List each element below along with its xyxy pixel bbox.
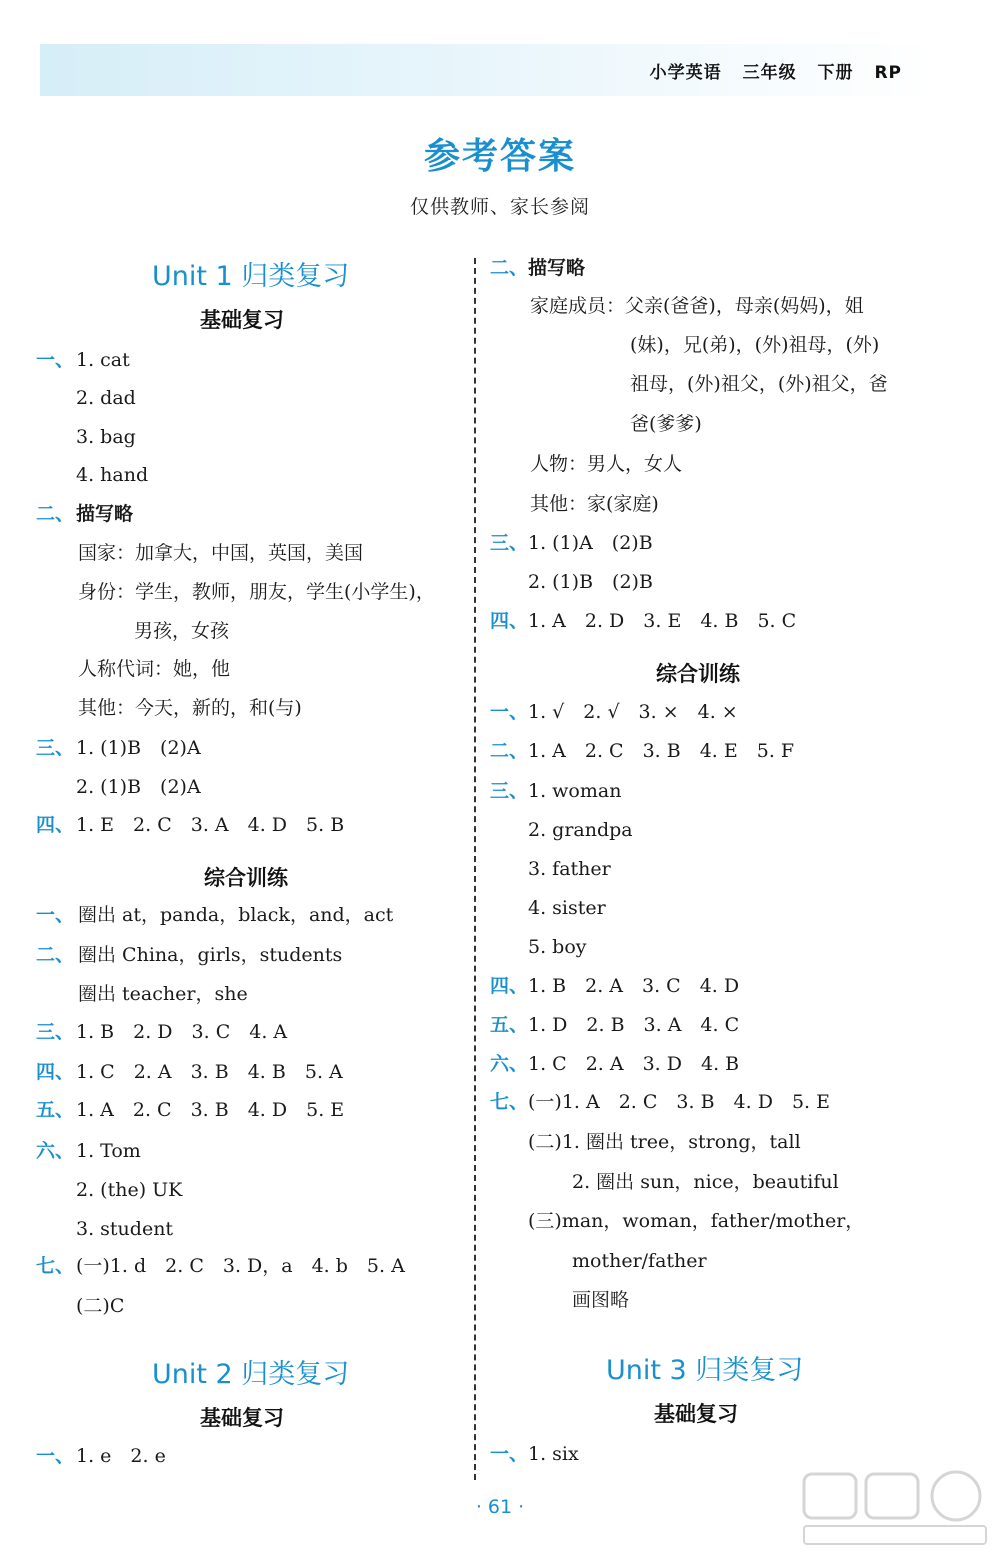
- comprehensive-training-heading: 综合训练: [656, 662, 740, 686]
- header-term: 下册: [817, 63, 854, 83]
- section-number: 七、: [36, 1255, 75, 1277]
- answer-line: 家庭成员：父亲(爸爸)，母亲(妈妈)，姐: [530, 295, 864, 317]
- answer-line: 爸(爹爹): [630, 413, 702, 435]
- section-number: 五、: [490, 1014, 529, 1036]
- answer-line: 1. C 2. A 3. D 4. B: [528, 1053, 740, 1075]
- section-number: 三、: [36, 1021, 75, 1043]
- basic-review-heading: 基础复习: [654, 1402, 738, 1426]
- answer-line: 1. cat: [76, 349, 130, 371]
- section-number: 一、: [490, 1443, 529, 1465]
- answer-line: 圈出 at，panda，black，and，act: [78, 904, 394, 926]
- answer-line: 1. e 2. e: [76, 1445, 166, 1467]
- answer-line: (二)1. 圈出 tree，strong，tall: [528, 1131, 801, 1153]
- answer-line: 男孩，女孩: [134, 620, 230, 642]
- answer-line: 其他：家(家庭): [530, 493, 659, 515]
- section-number: 五、: [36, 1099, 75, 1121]
- section-number: 三、: [36, 737, 75, 759]
- answer-line: mother/father: [572, 1250, 707, 1272]
- answer-line: 1. A 2. D 3. E 4. B 5. C: [528, 610, 797, 632]
- basic-review-heading: 基础复习: [200, 1406, 284, 1430]
- page-subtitle: 仅供教师、家长参阅: [409, 196, 590, 218]
- section-number: 四、: [36, 1061, 75, 1083]
- answer-line: 1. A 2. C 3. B 4. D 5. E: [76, 1099, 345, 1121]
- answer-line: 描写略: [528, 257, 586, 279]
- answer-line: 1. B 2. D 3. C 4. A: [76, 1021, 288, 1043]
- answer-line: 2. (the) UK: [76, 1179, 183, 1201]
- answer-line: 1. D 2. B 3. A 4. C: [528, 1014, 740, 1036]
- answer-line: 圈出 China，girls，students: [78, 944, 343, 966]
- answer-line: 祖母，(外)祖父，(外)祖父，爸: [630, 373, 888, 395]
- answer-line: 3. bag: [76, 426, 136, 448]
- page-title: 参考答案: [423, 136, 576, 177]
- header-subject: 小学英语: [649, 63, 722, 83]
- answer-line: 1. six: [528, 1443, 579, 1465]
- answer-line: 4. hand: [76, 464, 149, 486]
- basic-review-heading: 基础复习: [200, 308, 284, 332]
- answer-line: 圈出 teacher，she: [78, 983, 248, 1005]
- header-grade: 三年级: [742, 63, 797, 83]
- section-number: 二、: [36, 503, 75, 525]
- answer-line: 3. father: [528, 858, 611, 880]
- answer-line: 人物：男人，女人: [530, 453, 683, 475]
- answer-line: (二)C: [76, 1295, 125, 1317]
- answer-line: 人称代词：她，他: [78, 658, 231, 680]
- section-number: 三、: [490, 532, 529, 554]
- section-number: 一、: [36, 1445, 75, 1467]
- answer-line: 2. (1)B (2)A: [76, 776, 201, 798]
- header-info: [636, 58, 902, 83]
- header-edition: RP: [874, 63, 902, 83]
- answer-line: (三)man，woman，father/mother，: [528, 1210, 865, 1232]
- section-number: 六、: [490, 1053, 529, 1075]
- answer-line: 描写略: [76, 503, 134, 525]
- answer-line: 1. B 2. A 3. C 4. D: [528, 975, 740, 997]
- section-number: 一、: [490, 701, 529, 723]
- answer-line: (一)1. d 2. C 3. D，a 4. b 5. A: [76, 1255, 405, 1277]
- column-divider: [474, 258, 476, 1480]
- section-number: 六、: [36, 1140, 75, 1162]
- answer-line: 1. C 2. A 3. B 4. B 5. A: [76, 1061, 343, 1083]
- section-number: 三、: [490, 780, 529, 802]
- answer-line: 2. (1)B (2)B: [528, 571, 653, 593]
- answer-line: 身份：学生，教师，朋友，学生(小学生)，: [78, 581, 435, 603]
- answer-line: 4. sister: [528, 897, 606, 919]
- section-number: 一、: [36, 349, 75, 371]
- answer-line: 2. grandpa: [528, 819, 633, 841]
- watermark-logo-icon: [800, 1470, 990, 1548]
- section-number: 七、: [490, 1091, 529, 1113]
- answer-line: 其他：今天，新的，和(与): [78, 697, 302, 719]
- answer-line: 国家：加拿大，中国，英国，美国: [78, 542, 364, 564]
- comprehensive-training-heading: 综合训练: [204, 866, 288, 890]
- section-number: 二、: [36, 944, 75, 966]
- answer-line: 1. Tom: [76, 1140, 141, 1162]
- unit3-heading: Unit 3 归类复习: [606, 1355, 804, 1386]
- answer-line: (一)1. A 2. C 3. B 4. D 5. E: [528, 1091, 830, 1113]
- section-number: 四、: [490, 610, 529, 632]
- section-number: 二、: [490, 257, 529, 279]
- section-number: 一、: [36, 904, 75, 926]
- section-number: 二、: [490, 740, 529, 762]
- answer-line: 3. student: [76, 1218, 174, 1240]
- answer-line: 1. woman: [528, 780, 622, 802]
- answer-line: 1. E 2. C 3. A 4. D 5. B: [76, 814, 345, 836]
- unit2-heading: Unit 2 归类复习: [152, 1359, 350, 1390]
- answer-line: 5. boy: [528, 936, 587, 958]
- unit1-heading: Unit 1 归类复习: [152, 261, 350, 292]
- answer-line: 1. (1)A (2)B: [528, 532, 653, 554]
- answer-line: 2. 圈出 sun，nice，beautiful: [572, 1171, 839, 1193]
- answer-line: 1. (1)B (2)A: [76, 737, 201, 759]
- answer-line: 画图略: [572, 1289, 630, 1311]
- answer-line: 1. √ 2. √ 3. × 4. ×: [528, 701, 738, 723]
- answer-line: (妹)，兄(弟)，(外)祖母，(外): [630, 334, 880, 356]
- section-number: 四、: [36, 814, 75, 836]
- page-number: · 61 ·: [475, 1496, 525, 1518]
- section-number: 四、: [490, 975, 529, 997]
- answer-line: 2. dad: [76, 387, 136, 409]
- answer-line: 1. A 2. C 3. B 4. E 5. F: [528, 740, 795, 762]
